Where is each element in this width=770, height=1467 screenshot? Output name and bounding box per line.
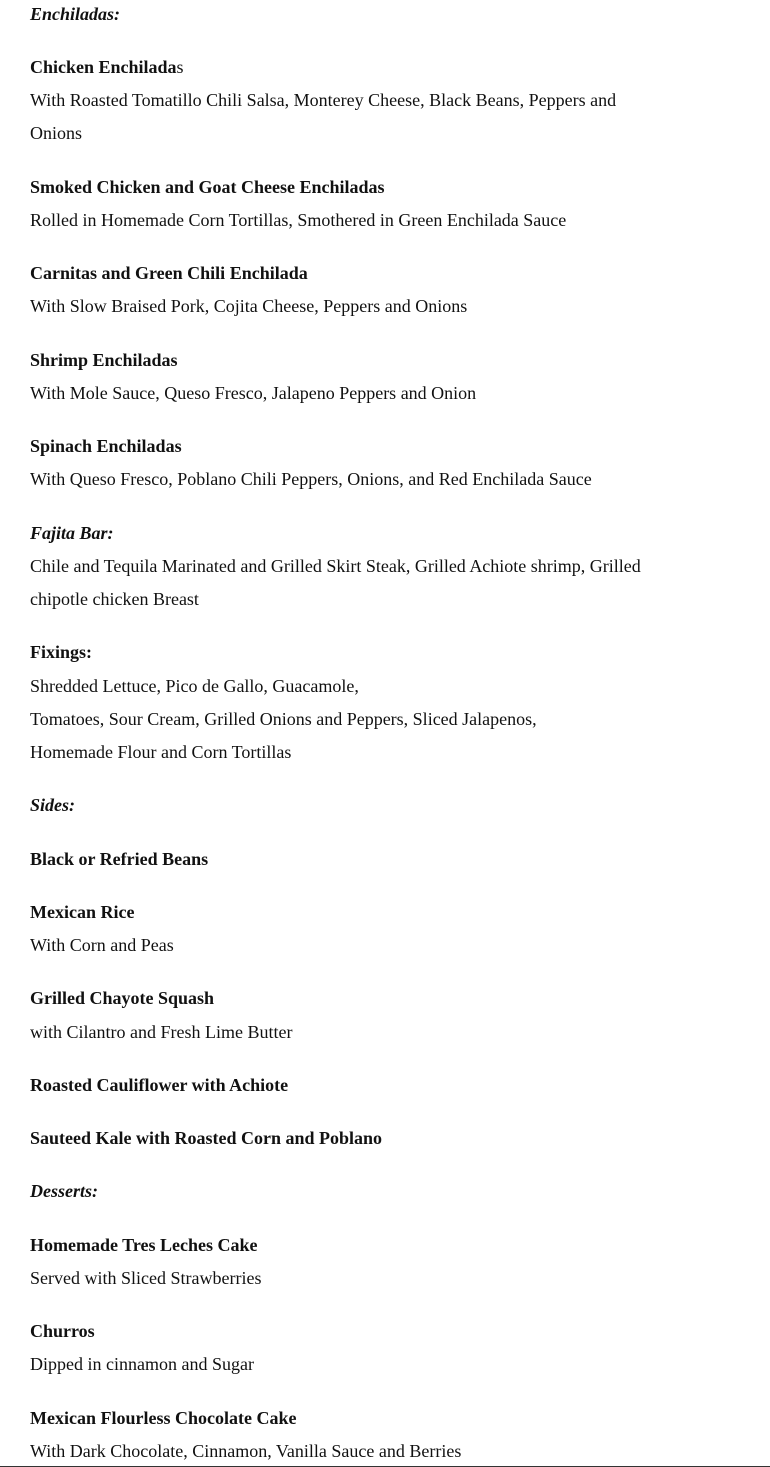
fixings-line3: Homemade Flour and Corn Tortillas: [30, 742, 292, 762]
mexican-rice-desc: With Corn and Peas: [30, 935, 174, 955]
chocolate-cake-desc: With Dark Chocolate, Cinnamon, Vanilla Sauce and Berries: [30, 1441, 462, 1461]
tres-leches-desc: Served with Sliced Strawberries: [30, 1268, 262, 1288]
shrimp-enchiladas-desc: With Mole Sauce, Queso Fresco, Jalapeno Peppers and Onion: [30, 383, 477, 403]
chicken-enchiladas-title-suffix: s: [176, 57, 184, 77]
sides-heading: Sides:: [30, 795, 75, 815]
cauliflower-title: Roasted Cauliflower with Achiote: [30, 1075, 289, 1095]
kale-title: Sauteed Kale with Roasted Corn and Poblano: [30, 1128, 383, 1148]
chicken-enchiladas-desc-line1: With Roasted Tomatillo Chili Salsa, Monterey Cheese, Black Beans, Peppers and: [30, 90, 617, 110]
smoked-chicken-enchiladas-title: Smoked Chicken and Goat Cheese Enchiladas: [30, 177, 385, 197]
chicken-enchiladas-desc-line2: Onions: [30, 123, 83, 143]
spinach-enchiladas-desc: With Queso Fresco, Poblano Chili Peppers, Onions, and Red Enchilada Sauce: [30, 469, 592, 489]
fajita-bar-heading: Fajita Bar:: [30, 523, 114, 543]
shrimp-enchiladas-title: Shrimp Enchiladas: [30, 350, 178, 370]
fixings-line1: Shredded Lettuce, Pico de Gallo, Guacamole,: [30, 676, 359, 696]
carnitas-enchilada-desc: With Slow Braised Pork, Cojita Cheese, Peppers and Onions: [30, 296, 468, 316]
mexican-rice-title: Mexican Rice: [30, 902, 135, 922]
beans-title: Black or Refried Beans: [30, 849, 209, 869]
chicken-enchiladas-title: [30, 54, 184, 80]
enchiladas-heading: Enchiladas:: [30, 4, 121, 24]
carnitas-enchilada-title: Carnitas and Green Chili Enchilada: [30, 263, 308, 283]
churros-title: Churros: [30, 1321, 95, 1341]
fajita-bar-desc-line2: chipotle chicken Breast: [30, 589, 199, 609]
smoked-chicken-enchiladas-desc: Rolled in Homemade Corn Tortillas, Smothered in Green Enchilada Sauce: [30, 210, 567, 230]
chayote-squash-desc: with Cilantro and Fresh Lime Butter: [30, 1022, 293, 1042]
spinach-enchiladas-title: Spinach Enchiladas: [30, 436, 182, 456]
fixings-heading: Fixings:: [30, 642, 93, 662]
fajita-bar-desc-line1: Chile and Tequila Marinated and Grilled Skirt Steak, Grilled Achiote shrimp, Grilled: [30, 556, 641, 576]
chayote-squash-title: Grilled Chayote Squash: [30, 988, 215, 1008]
churros-desc: Dipped in cinnamon and Sugar: [30, 1354, 254, 1374]
fixings-line2: Tomatoes, Sour Cream, Grilled Onions and Peppers, Sliced Jalapenos,: [30, 709, 537, 729]
desserts-heading: Desserts:: [30, 1181, 98, 1201]
tres-leches-title: Homemade Tres Leches Cake: [30, 1235, 258, 1255]
chicken-enchiladas-title-main: Chicken Enchilada: [30, 57, 177, 77]
chocolate-cake-title: Mexican Flourless Chocolate Cake: [30, 1408, 297, 1428]
